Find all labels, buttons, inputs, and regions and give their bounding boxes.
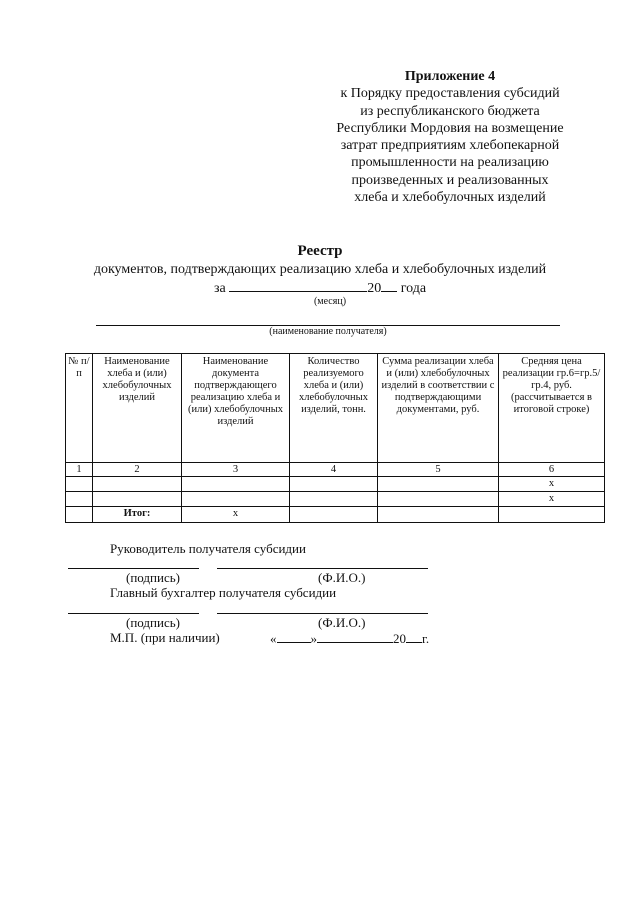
total-row: [66, 507, 605, 523]
appendix-line: затрат предприятиям хлебопекарной: [340, 138, 560, 154]
header-number: № п/п: [66, 354, 93, 463]
registry-table: [65, 353, 605, 523]
table-row: [66, 477, 605, 492]
column-number: 3: [182, 463, 290, 477]
total-mark: x: [182, 507, 290, 523]
column-number-row: [66, 463, 605, 477]
total-sum[interactable]: [378, 507, 499, 523]
registry-subtitle: документов, подтверждающих реализацию хлеба и хлебобулочных изделий: [93, 262, 547, 277]
accountant-signature-caption: (подпись): [126, 615, 180, 630]
date-month-blank[interactable]: [317, 630, 393, 643]
date-day-blank[interactable]: [277, 630, 311, 643]
header-sum: Сумма реализации хлеба и (или) хлебобулочных изделий в соответствии с подтверждающими документами, руб.: [378, 354, 499, 463]
period-year-prefix: 20: [367, 281, 382, 296]
column-number: 4: [290, 463, 378, 477]
head-fio-line[interactable]: [217, 568, 428, 569]
table-cell: x: [499, 477, 605, 492]
header-average-price: Средняя цена реализации гр.6=гр.5/гр.4, руб. (рассчитывается в итоговой строке): [499, 354, 605, 463]
table-cell[interactable]: [182, 477, 290, 492]
column-number: 5: [378, 463, 499, 477]
head-fio-caption: (Ф.И.О.): [318, 570, 366, 585]
head-title: Руководитель получателя субсидии: [110, 541, 306, 556]
date-year-prefix: 20: [393, 631, 406, 646]
month-caption: (месяц): [313, 296, 347, 307]
month-blank[interactable]: [229, 279, 367, 292]
head-signature-line[interactable]: [68, 568, 199, 569]
period-prefix: за: [213, 281, 226, 296]
accountant-fio-line[interactable]: [217, 613, 428, 614]
date-open-quote: «: [270, 631, 277, 646]
appendix-line: из республиканского бюджета: [360, 103, 540, 119]
table-row: [66, 492, 605, 507]
date-year-blank[interactable]: [406, 630, 422, 643]
period-suffix: года: [400, 281, 427, 296]
total-quantity[interactable]: [290, 507, 378, 523]
accountant-fio-caption: (Ф.И.О.): [318, 615, 366, 630]
column-number: 2: [93, 463, 182, 477]
registry-title: Реестр: [297, 243, 343, 259]
appendix-line: произведенных и реализованных: [351, 172, 549, 188]
table-cell[interactable]: [66, 492, 93, 507]
header-document-name: Наименование документа подтверждающего реализацию хлеба и (или) хлебобулочных изделий: [182, 354, 290, 463]
total-cell-empty: [66, 507, 93, 523]
appendix-line: хлеба и хлебобулочных изделий: [354, 190, 546, 206]
table-cell[interactable]: [290, 492, 378, 507]
table-cell[interactable]: [378, 492, 499, 507]
date-close-quote: »: [310, 631, 317, 646]
table-cell: x: [499, 492, 605, 507]
table-cell[interactable]: [182, 492, 290, 507]
column-number: 6: [499, 463, 605, 477]
appendix-title: Приложение 4: [404, 69, 496, 84]
column-number: 1: [66, 463, 93, 477]
appendix-line: промышленности на реализацию: [351, 155, 549, 171]
year-blank[interactable]: [381, 279, 397, 292]
head-signature-caption: (подпись): [126, 570, 180, 585]
table-cell[interactable]: [93, 477, 182, 492]
seal-text: М.П. (при наличии): [110, 630, 220, 645]
table-header-row: [66, 354, 605, 463]
header-product-name: Наименование хлеба и (или) хлебобулочных изделий: [93, 354, 182, 463]
date-field: [270, 630, 429, 647]
table-cell[interactable]: [290, 477, 378, 492]
accountant-signature-line[interactable]: [68, 613, 199, 614]
appendix-line: к Порядку предоставления субсидий: [340, 86, 560, 102]
recipient-caption: (наименование получателя): [269, 326, 387, 337]
appendix-block: [315, 68, 585, 206]
accountant-title: Главный бухгалтер получателя субсидии: [110, 585, 337, 600]
date-suffix: г.: [422, 631, 430, 646]
appendix-line: Республики Мордовия на возмещение: [336, 120, 564, 136]
total-label: Итог:: [93, 507, 182, 523]
registry-period: [0, 279, 640, 297]
total-average-price[interactable]: [499, 507, 605, 523]
table-cell[interactable]: [66, 477, 93, 492]
table-cell[interactable]: [378, 477, 499, 492]
table-cell[interactable]: [93, 492, 182, 507]
header-quantity: Количество реализуемого хлеба и (или) хлебобулочных изделий, тонн.: [290, 354, 378, 463]
